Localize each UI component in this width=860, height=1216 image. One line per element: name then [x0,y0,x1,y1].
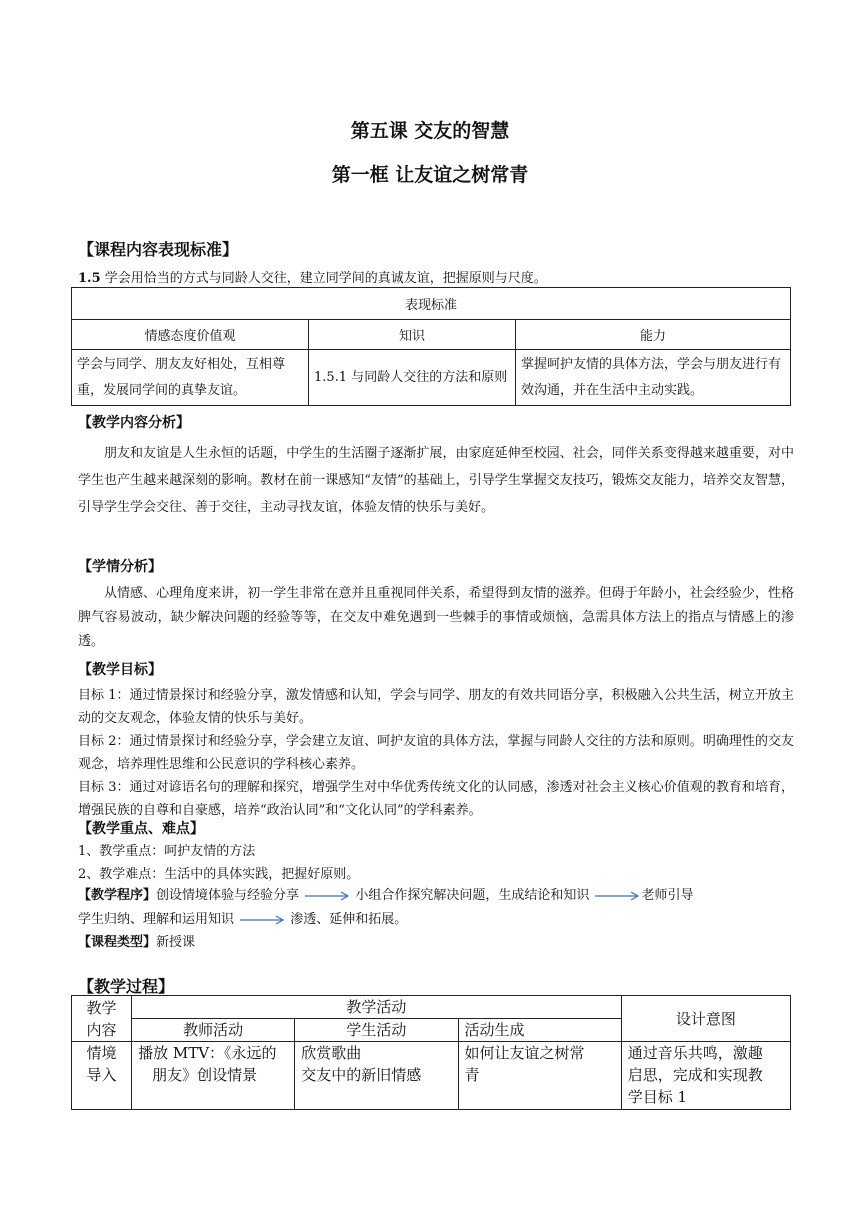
procedure-line-1 [78,884,693,903]
arrow-right-icon [593,891,641,901]
arrow-right-icon [238,915,286,925]
row-content-1: 情境 [86,1044,117,1062]
cell-ability: 掌握呵护友情的具体方法，学会与朋友进行有效沟通，并在生活中主动实践。 [516,350,791,406]
h-intent: 设计意图 [621,996,790,1042]
section-title: 第一框 让友谊之树常青 [331,164,529,186]
row-teacher-2: 朋友》创设情景 [152,1066,258,1084]
goals-heading: 【教学目标】 [78,662,162,678]
row-generation [458,1042,621,1110]
standard-text: 学会用恰当的方式与同龄人交往，建立同学间的真诚友谊，把握原则与尺度。 [100,271,547,286]
col-attitude: 情感态度价值观 [72,320,309,350]
row-content [72,1042,132,1110]
row-content-2: 导入 [86,1066,117,1084]
row-intent-1: 通过音乐共鸣，激趣 [627,1044,763,1062]
h-content [72,996,132,1042]
procedure-heading: 【教学程序】 [78,888,157,903]
lesson-title: 第五课 交友的智慧 [350,120,510,142]
goal-1: 目标 1：通过情景探讨和经验分享，激发情感和认知，学会与同学、朋友的有效共同语分享，积极融入公共生活，树立开放主动的交友观念，体验友情的快乐与美好。 [78,688,794,726]
procedure-step-1: 创设情境体验与经验分享 [156,888,300,903]
analysis-text: 朋友和友谊是人生永恒的话题，中学生的生活圈子逐渐扩展，由家庭延伸至校园、社会，同伴关系变得越来越重要，对中学生也产生越来越深刻的影响。教材在前一课感知“友情”的基础上，引导学生掌握交友技巧，锻炼交友能力，培养交友智慧，引导学生学会交往、善于交往，主动寻找友谊，体验友情的快乐与美好。 [78,446,794,515]
standard-number: 1.5 [78,271,101,286]
arrow-right-icon [303,891,351,901]
row-teacher-1: 播放 MTV：《永远的 [138,1044,277,1062]
key-point: 1、教学重点：呵护友情的方法 [78,844,256,859]
procedure-step-4: 渗透、延伸和拓展。 [290,912,408,927]
keypoints-heading: 【教学重点、难点】 [78,821,204,837]
goal-3: 目标 3：通过对谚语名句的理解和探究，增强学生对中华优秀传统文化的认同感，渗透对社会主义核心价值观的教育和培育，增强民族的自尊和自豪感，培养“政治认同”和“文化认同”的学科素养。 [78,780,794,818]
course-type-heading: 【课程类型】 [78,935,157,950]
h-generation: 活动生成 [458,1019,621,1042]
row-gen-2: 青 [464,1066,480,1084]
col-knowledge: 知识 [309,320,516,350]
difficult-point: 2、教学难点：生活中的具体实践，把握好原则。 [78,867,360,882]
h-teacher: 教师活动 [132,1019,295,1042]
process-heading: 【教学过程】 [78,977,175,996]
row-student-1: 欣赏歌曲 [301,1044,362,1062]
learner-heading: 【学情分析】 [78,559,162,575]
h-activity: 教学活动 [132,996,622,1019]
course-type-value: 新授课 [156,935,196,950]
standards-table [71,287,791,406]
procedure-step-3a: 老师引导 [641,888,694,903]
row-gen-1: 如何让友谊之树常 [464,1044,585,1062]
process-table [71,995,791,1110]
standards-header: 表现标准 [72,288,791,320]
standard-line [78,267,547,286]
row-intent-3: 学目标 1 [627,1088,688,1106]
row-student [295,1042,458,1110]
cell-knowledge: 1.5.1 与同龄人交往的方法和原则 [309,350,516,406]
procedure-step-2: 小组合作探究解决问题，生成结论和知识 [355,888,590,903]
row-student-2: 交友中的新旧情感 [301,1066,422,1084]
standard-heading: 【课程内容表现标准】 [78,240,239,259]
h-content-2: 内容 [86,1020,117,1039]
learner-text: 从情感、心理角度来讲，初一学生非常在意并且重视同伴关系，希望得到友情的滋养。但碍于年龄小，社会经验少，性格脾气容易波动，缺少解决问题的经验等等，在交友中难免遇到一些棘手的事情或烦恼，急需具体方法上的指点与情感上的渗透。 [78,586,794,649]
course-type [78,931,195,950]
cell-attitude: 学会与同学、朋友友好相处，互相尊重，发展同学间的真挚友谊。 [72,350,309,406]
analysis-heading: 【教学内容分析】 [78,415,190,431]
goal-2: 目标 2：通过情景探讨和经验分享，学会建立友谊、呵护友谊的具体方法，掌握与同龄人交往的方法和原则。明确理性的交友观念，培养理性思维和公民意识的学科核心素养。 [78,734,794,772]
col-ability: 能力 [516,320,791,350]
row-intent [621,1042,790,1110]
h-student: 学生活动 [295,1019,458,1042]
h-content-1: 教学 [86,998,117,1017]
row-intent-2: 启思，完成和实现教 [627,1066,763,1084]
procedure-step-3b: 学生归纳、理解和运用知识 [78,912,235,927]
row-teacher [132,1042,295,1110]
procedure-line-2 [78,908,407,927]
